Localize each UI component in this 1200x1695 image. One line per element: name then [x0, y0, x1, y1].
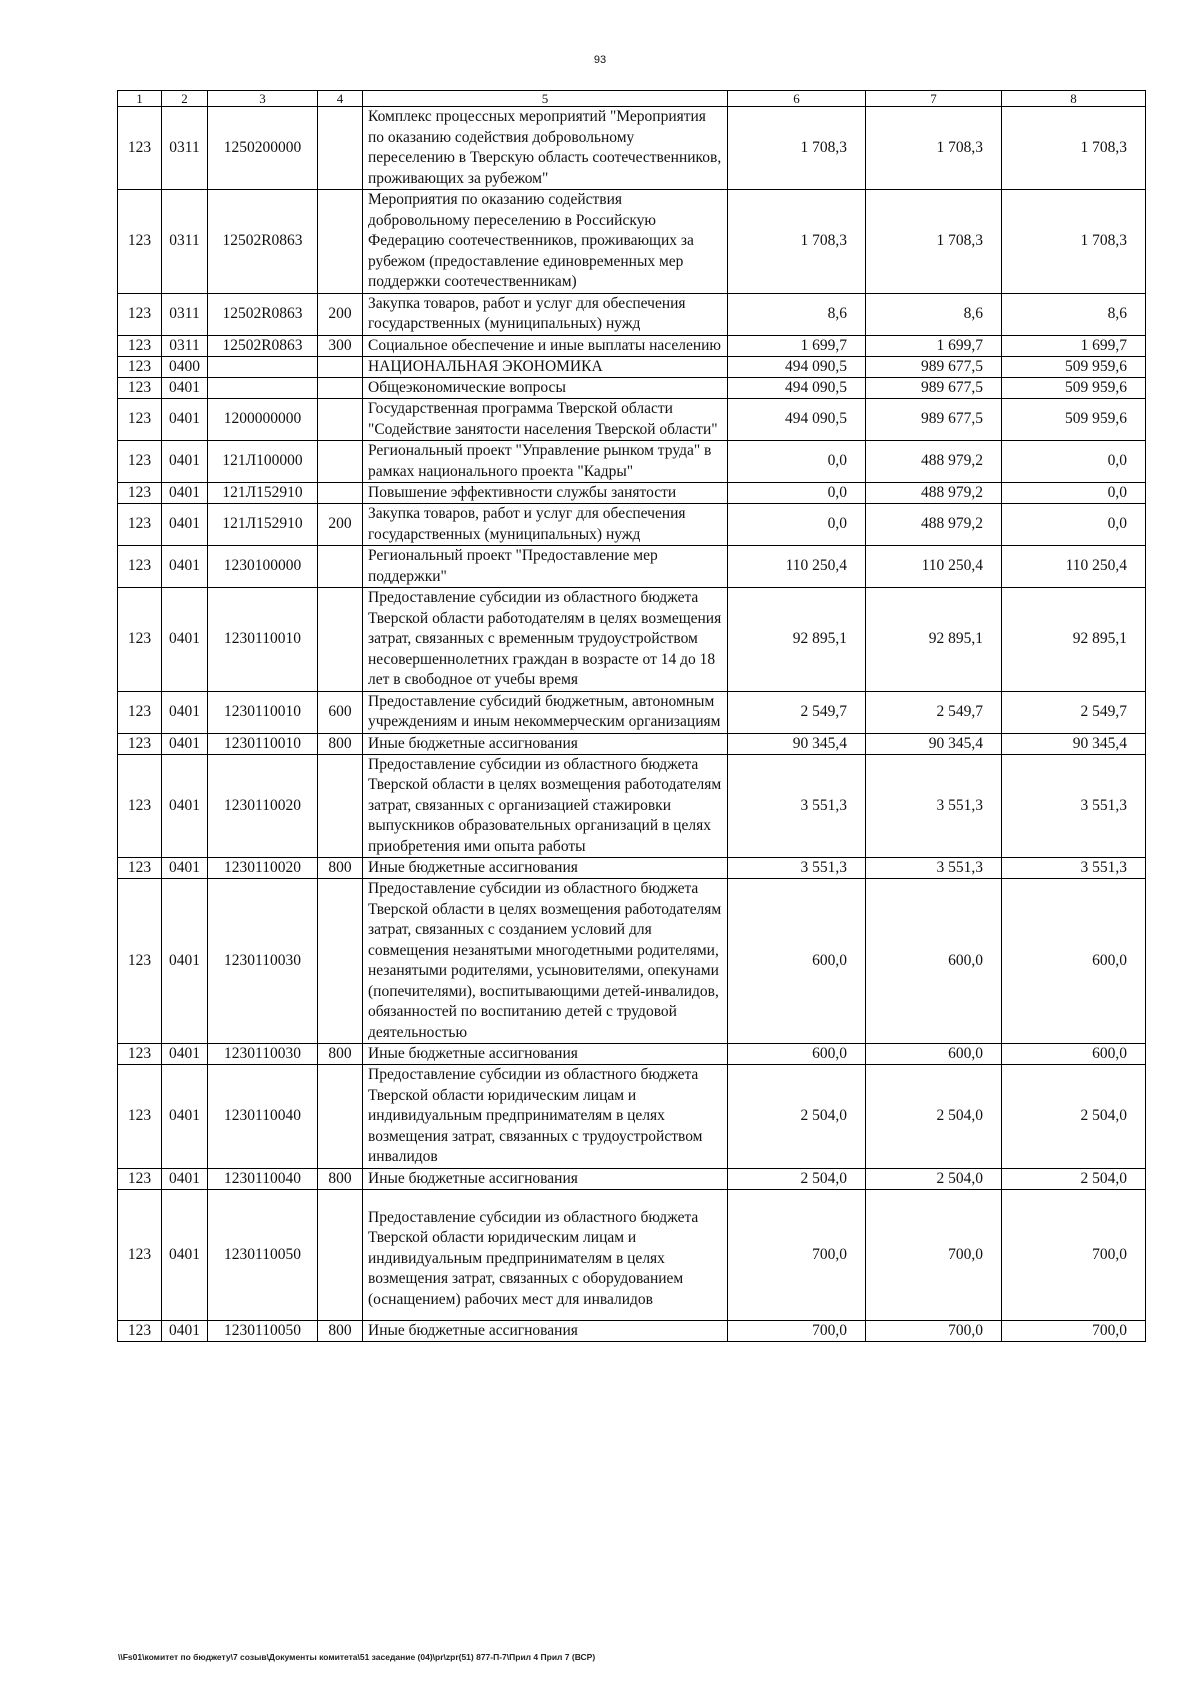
col-2-cell: 0401: [162, 879, 208, 1044]
col-6-value: 1 699,7: [728, 335, 866, 357]
col-3-cell: 1230110040: [208, 1065, 318, 1169]
col-4-cell: 800: [318, 1044, 363, 1065]
col-4-cell: 800: [318, 1321, 363, 1342]
col-7-value: 989 677,5: [866, 399, 1002, 441]
col-4-cell: [318, 378, 363, 399]
col-4-cell: [318, 441, 363, 483]
name-cell: НАЦИОНАЛЬНАЯ ЭКОНОМИКА: [363, 357, 728, 378]
col-2-cell: 0311: [162, 335, 208, 357]
col-8-value: 3 551,3: [1002, 858, 1146, 879]
col-6-value: 92 895,1: [728, 588, 866, 692]
col-4-cell: [318, 546, 363, 588]
name-cell: Закупка товаров, работ и услуг для обеспечения государственных (муниципальных) нужд: [363, 504, 728, 546]
col-1-cell: 123: [118, 1189, 162, 1321]
col-4-cell: [318, 1065, 363, 1169]
footer-file-path: \\Fs01\комитет по бюджету\7 созыв\Документы комитета\51 заседание (04)\pr\zpr(51) 877-П-7\Прил 4 Прил 7 (ВСР): [118, 1652, 596, 1662]
col-8-value: 92 895,1: [1002, 588, 1146, 692]
col-2-cell: 0401: [162, 483, 208, 504]
col-7-value: 488 979,2: [866, 441, 1002, 483]
col-2-cell: 0401: [162, 441, 208, 483]
col-2-cell: 0311: [162, 293, 208, 335]
col-1-cell: 123: [118, 879, 162, 1044]
col-8-value: 600,0: [1002, 1044, 1146, 1065]
col-4-cell: [318, 483, 363, 504]
col-2-cell: 0401: [162, 1189, 208, 1321]
col-4-cell: 200: [318, 293, 363, 335]
col-7-value: 700,0: [866, 1189, 1002, 1321]
col-7-value: 8,6: [866, 293, 1002, 335]
col-6-value: 494 090,5: [728, 357, 866, 378]
col-6-value: 3 551,3: [728, 858, 866, 879]
col-7-value: 110 250,4: [866, 546, 1002, 588]
col-2-cell: 0401: [162, 1044, 208, 1065]
col-7-value: 90 345,4: [866, 733, 1002, 754]
header-row: [118, 91, 1146, 107]
col-4-cell: [318, 107, 363, 190]
col-8-value: 2 504,0: [1002, 1065, 1146, 1169]
name-cell: Предоставление субсидии из областного бюджета Тверской области в целях возмещения работодателям затрат, связанных с организацией стажировки выпускников образовательных организаций в целях приобретения ими опыта работы: [363, 754, 728, 858]
name-cell: Предоставление субсидии из областного бюджета Тверской области юридическим лицам и индивидуальным предпринимателям в целях возмещения затрат, связанных с оборудованием (оснащением) рабочих мест для инвалидов: [363, 1189, 728, 1321]
name-cell: Государственная программа Тверской области "Содействие занятости населения Тверской области": [363, 399, 728, 441]
table-row: [118, 190, 1146, 294]
col-8-value: 0,0: [1002, 441, 1146, 483]
col-3-cell: 1230110010: [208, 691, 318, 733]
col-1-cell: 123: [118, 1065, 162, 1169]
col-3-cell: 1230110030: [208, 1044, 318, 1065]
col-1-cell: 123: [118, 754, 162, 858]
table-row: [118, 504, 1146, 546]
table-row: [118, 335, 1146, 357]
col-1-cell: 123: [118, 399, 162, 441]
name-cell: Региональный проект "Предоставление мер поддержки": [363, 546, 728, 588]
col-1-cell: 123: [118, 588, 162, 692]
col-3-cell: 121Л100000: [208, 441, 318, 483]
col-3-cell: [208, 378, 318, 399]
table-row: [118, 879, 1146, 1044]
col-7-value: 3 551,3: [866, 858, 1002, 879]
col-6-value: 1 708,3: [728, 190, 866, 294]
col-8-value: 700,0: [1002, 1189, 1146, 1321]
col-3-cell: 1230110050: [208, 1321, 318, 1342]
table-row: [118, 399, 1146, 441]
budget-table-wrapper: [117, 90, 1145, 1342]
col-2-cell: 0401: [162, 733, 208, 754]
col-2-cell: 0401: [162, 1168, 208, 1189]
table-row: [118, 1168, 1146, 1189]
page-number: 93: [593, 54, 607, 66]
col-4-cell: 600: [318, 691, 363, 733]
col-1-cell: 123: [118, 691, 162, 733]
table-row: [118, 378, 1146, 399]
col-4-cell: [318, 1189, 363, 1321]
col-7-value: 92 895,1: [866, 588, 1002, 692]
col-8-value: 0,0: [1002, 483, 1146, 504]
col-7-value: 2 549,7: [866, 691, 1002, 733]
col-8-value: 1 699,7: [1002, 335, 1146, 357]
col-header-3: 3: [208, 91, 318, 107]
table-row: [118, 1044, 1146, 1065]
col-7-value: 1 708,3: [866, 107, 1002, 190]
col-8-value: 2 549,7: [1002, 691, 1146, 733]
name-cell: Региональный проект "Управление рынком труда" в рамках национального проекта "Кадры": [363, 441, 728, 483]
col-2-cell: 0401: [162, 504, 208, 546]
table-row: [118, 754, 1146, 858]
name-cell: Предоставление субсидии из областного бюджета Тверской области в целях возмещения работодателям затрат, связанных с созданием условий для совмещения незанятыми многодетными родителями, незанятыми родителями, усыновителями, опекунами (попечителями), воспитывающими детей-инвалидов, обязанностей по воспитанию детей с трудовой деятельностью: [363, 879, 728, 1044]
col-6-value: 494 090,5: [728, 378, 866, 399]
table-row: [118, 546, 1146, 588]
col-3-cell: 12502R0863: [208, 190, 318, 294]
name-cell: Предоставление субсидии из областного бюджета Тверской области юридическим лицам и индивидуальным предпринимателям в целях возмещения затрат, связанных с трудоустройством инвалидов: [363, 1065, 728, 1169]
col-2-cell: 0400: [162, 357, 208, 378]
name-cell: Комплекс процессных мероприятий "Мероприятия по оказанию содействия добровольному переселению в Тверскую область соотечественников, проживающих за рубежом": [363, 107, 728, 190]
col-7-value: 2 504,0: [866, 1065, 1002, 1169]
name-cell: Иные бюджетные ассигнования: [363, 858, 728, 879]
col-4-cell: [318, 190, 363, 294]
name-cell: Предоставление субсидий бюджетным, автономным учреждениям и иным некоммерческим организациям: [363, 691, 728, 733]
col-7-value: 488 979,2: [866, 483, 1002, 504]
col-2-cell: 0401: [162, 378, 208, 399]
col-3-cell: [208, 357, 318, 378]
col-3-cell: 1200000000: [208, 399, 318, 441]
table-row: [118, 733, 1146, 754]
col-1-cell: 123: [118, 858, 162, 879]
table-row: [118, 588, 1146, 692]
name-cell: Мероприятия по оказанию содействия добровольному переселению в Российскую Федерацию соотечественников, проживающих за рубежом (предоставление единовременных мер поддержки соотечественникам): [363, 190, 728, 294]
col-6-value: 110 250,4: [728, 546, 866, 588]
col-4-cell: 800: [318, 733, 363, 754]
col-1-cell: 123: [118, 378, 162, 399]
col-4-cell: 200: [318, 504, 363, 546]
col-3-cell: 1230110020: [208, 858, 318, 879]
col-8-value: 600,0: [1002, 879, 1146, 1044]
col-7-value: 600,0: [866, 879, 1002, 1044]
col-1-cell: 123: [118, 1044, 162, 1065]
table-row: [118, 483, 1146, 504]
col-2-cell: 0401: [162, 546, 208, 588]
col-6-value: 0,0: [728, 483, 866, 504]
col-3-cell: 1230110020: [208, 754, 318, 858]
col-1-cell: 123: [118, 335, 162, 357]
name-cell: Иные бюджетные ассигнования: [363, 733, 728, 754]
col-8-value: 2 504,0: [1002, 1168, 1146, 1189]
col-7-value: 989 677,5: [866, 378, 1002, 399]
col-7-value: 600,0: [866, 1044, 1002, 1065]
table-row: [118, 1065, 1146, 1169]
col-1-cell: 123: [118, 483, 162, 504]
col-2-cell: 0311: [162, 107, 208, 190]
col-header-6: 6: [728, 91, 866, 107]
col-3-cell: 1250200000: [208, 107, 318, 190]
col-3-cell: 12502R0863: [208, 335, 318, 357]
table-row: [118, 1189, 1146, 1321]
col-3-cell: 121Л152910: [208, 504, 318, 546]
col-3-cell: 12502R0863: [208, 293, 318, 335]
col-1-cell: 123: [118, 546, 162, 588]
col-6-value: 3 551,3: [728, 754, 866, 858]
col-8-value: 90 345,4: [1002, 733, 1146, 754]
col-1-cell: 123: [118, 1168, 162, 1189]
col-3-cell: 1230110040: [208, 1168, 318, 1189]
table-row: [118, 357, 1146, 378]
col-3-cell: 121Л152910: [208, 483, 318, 504]
col-8-value: 0,0: [1002, 504, 1146, 546]
col-8-value: 110 250,4: [1002, 546, 1146, 588]
col-6-value: 1 708,3: [728, 107, 866, 190]
table-row: [118, 293, 1146, 335]
table-row: [118, 107, 1146, 190]
col-header-8: 8: [1002, 91, 1146, 107]
col-2-cell: 0401: [162, 1321, 208, 1342]
table-body: [118, 107, 1146, 1342]
col-1-cell: 123: [118, 107, 162, 190]
col-4-cell: [318, 357, 363, 378]
col-1-cell: 123: [118, 357, 162, 378]
col-6-value: 600,0: [728, 1044, 866, 1065]
col-header-4: 4: [318, 91, 363, 107]
col-1-cell: 123: [118, 293, 162, 335]
col-8-value: 1 708,3: [1002, 107, 1146, 190]
col-6-value: 0,0: [728, 441, 866, 483]
col-8-value: 700,0: [1002, 1321, 1146, 1342]
name-cell: Предоставление субсидии из областного бюджета Тверской области работодателям в целях возмещения затрат, связанных с временным трудоустройством несовершеннолетних граждан в возрасте от 14 до 18 лет в свободное от учебы время: [363, 588, 728, 692]
col-6-value: 8,6: [728, 293, 866, 335]
col-3-cell: 1230110010: [208, 588, 318, 692]
col-6-value: 700,0: [728, 1321, 866, 1342]
col-4-cell: 800: [318, 1168, 363, 1189]
col-7-value: 1 708,3: [866, 190, 1002, 294]
col-6-value: 2 504,0: [728, 1168, 866, 1189]
col-2-cell: 0401: [162, 691, 208, 733]
name-cell: Иные бюджетные ассигнования: [363, 1044, 728, 1065]
col-header-7: 7: [866, 91, 1002, 107]
col-3-cell: 1230110010: [208, 733, 318, 754]
col-8-value: 1 708,3: [1002, 190, 1146, 294]
col-3-cell: 1230110030: [208, 879, 318, 1044]
col-8-value: 8,6: [1002, 293, 1146, 335]
col-6-value: 2 504,0: [728, 1065, 866, 1169]
col-4-cell: [318, 588, 363, 692]
col-6-value: 494 090,5: [728, 399, 866, 441]
col-2-cell: 0401: [162, 858, 208, 879]
col-7-value: 3 551,3: [866, 754, 1002, 858]
col-header-2: 2: [162, 91, 208, 107]
col-2-cell: 0401: [162, 754, 208, 858]
col-3-cell: 1230100000: [208, 546, 318, 588]
budget-table: [117, 90, 1146, 1342]
col-8-value: 509 959,6: [1002, 357, 1146, 378]
col-8-value: 509 959,6: [1002, 378, 1146, 399]
table-row: [118, 858, 1146, 879]
col-header-1: 1: [118, 91, 162, 107]
col-2-cell: 0401: [162, 1065, 208, 1169]
col-6-value: 600,0: [728, 879, 866, 1044]
col-2-cell: 0401: [162, 588, 208, 692]
col-2-cell: 0311: [162, 190, 208, 294]
col-1-cell: 123: [118, 504, 162, 546]
col-7-value: 1 699,7: [866, 335, 1002, 357]
name-cell: Иные бюджетные ассигнования: [363, 1321, 728, 1342]
name-cell: Закупка товаров, работ и услуг для обеспечения государственных (муниципальных) нужд: [363, 293, 728, 335]
col-4-cell: 300: [318, 335, 363, 357]
col-7-value: 989 677,5: [866, 357, 1002, 378]
name-cell: Иные бюджетные ассигнования: [363, 1168, 728, 1189]
col-4-cell: [318, 399, 363, 441]
col-1-cell: 123: [118, 733, 162, 754]
table-row: [118, 441, 1146, 483]
col-6-value: 90 345,4: [728, 733, 866, 754]
col-1-cell: 123: [118, 441, 162, 483]
name-cell: Социальное обеспечение и иные выплаты населению: [363, 335, 728, 357]
col-1-cell: 123: [118, 190, 162, 294]
table-row: [118, 1321, 1146, 1342]
col-2-cell: 0401: [162, 399, 208, 441]
name-cell: Общеэкономические вопросы: [363, 378, 728, 399]
col-3-cell: 1230110050: [208, 1189, 318, 1321]
col-4-cell: [318, 754, 363, 858]
col-4-cell: 800: [318, 858, 363, 879]
col-header-5: 5: [363, 91, 728, 107]
col-8-value: 3 551,3: [1002, 754, 1146, 858]
col-7-value: 2 504,0: [866, 1168, 1002, 1189]
col-6-value: 0,0: [728, 504, 866, 546]
name-cell: Повышение эффективности службы занятости: [363, 483, 728, 504]
col-6-value: 700,0: [728, 1189, 866, 1321]
col-7-value: 700,0: [866, 1321, 1002, 1342]
col-1-cell: 123: [118, 1321, 162, 1342]
col-4-cell: [318, 879, 363, 1044]
table-row: [118, 691, 1146, 733]
col-7-value: 488 979,2: [866, 504, 1002, 546]
col-6-value: 2 549,7: [728, 691, 866, 733]
col-8-value: 509 959,6: [1002, 399, 1146, 441]
